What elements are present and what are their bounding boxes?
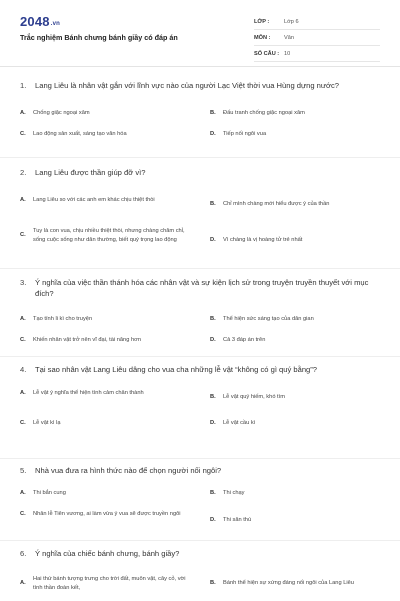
option-letter: D. <box>210 131 216 137</box>
logo-suffix: .vn <box>50 21 61 27</box>
option-text: Tuy là con vua, chịu nhiều thiệt thòi, nhưng chàng chăm chỉ, sống cuộc sống như dân thường, biết quý trọng lao động <box>33 228 185 243</box>
option-b[interactable] <box>210 579 380 588</box>
option-letter: C. <box>20 511 26 517</box>
option-letter: A. <box>20 390 26 396</box>
option-letter: C. <box>20 232 26 239</box>
option-b[interactable] <box>210 315 380 324</box>
option-d[interactable] <box>210 130 380 139</box>
question-header <box>20 167 380 178</box>
question-number: 5. <box>20 466 27 475</box>
question-header <box>20 277 380 299</box>
meta-row-subject <box>254 30 380 46</box>
divider <box>0 268 400 269</box>
question-text: Lang Liêu được thần giúp đỡ vì? <box>35 168 146 177</box>
option-text: Lang Liêu so với các anh em khác chịu thiệt thòi <box>33 197 155 203</box>
option-d[interactable] <box>210 336 380 345</box>
option-text: Thi bắn cung <box>33 490 66 496</box>
divider <box>0 157 400 158</box>
option-text: Đấu tranh chống giặc ngoại xâm <box>223 110 305 116</box>
option-text: Lễ vật cầu kì <box>223 420 256 426</box>
option-a[interactable] <box>20 575 195 592</box>
option-c[interactable] <box>20 419 195 428</box>
meta-value: Văn <box>284 34 294 41</box>
option-letter: A. <box>20 316 26 322</box>
option-a[interactable] <box>20 489 195 498</box>
meta-label: LỚP : <box>254 18 270 25</box>
question-header <box>20 465 380 476</box>
question-header <box>20 548 380 559</box>
question-text: Tại sao nhân vật Lang Liêu dâng cho vua cha những lễ vật “không có gì quý bằng”? <box>35 365 318 374</box>
question-number: 6. <box>20 549 27 558</box>
option-letter: D. <box>210 420 216 426</box>
option-d[interactable] <box>210 236 380 245</box>
option-letter: A. <box>20 110 26 116</box>
option-text: Thể hiện sức sáng tạo của dân gian <box>223 316 314 322</box>
logo-text: 2048 <box>20 14 50 29</box>
question-text: Nhà vua đưa ra hình thức nào để chọn người nối ngôi? <box>35 466 222 475</box>
option-letter: A. <box>20 580 26 587</box>
option-a[interactable] <box>20 389 185 398</box>
site-logo[interactable] <box>20 14 60 29</box>
option-text: Bánh thể hiện sự xứng đáng nối ngôi của Lang Liêu <box>223 580 354 586</box>
option-c[interactable] <box>20 336 205 345</box>
question-6 <box>20 548 380 601</box>
document-title: Trắc nghiệm Bánh chưng bánh giầy có đáp án <box>20 33 178 42</box>
option-letter: B. <box>210 490 216 496</box>
meta-row-count <box>254 46 380 62</box>
divider <box>0 356 400 357</box>
question-number: 3. <box>20 278 27 287</box>
options-list <box>20 190 380 270</box>
question-5 <box>20 465 380 533</box>
meta-label: SỐ CÂU : <box>254 50 280 57</box>
question-3 <box>20 277 380 341</box>
question-text: Ý nghĩa của chiếc bánh chưng, bánh giầy? <box>35 549 180 558</box>
question-header <box>20 80 380 91</box>
option-letter: D. <box>210 237 216 243</box>
question-4 <box>20 364 380 437</box>
option-c[interactable] <box>20 130 195 139</box>
option-letter: B. <box>210 580 216 586</box>
document-header <box>0 0 400 67</box>
question-number: 4. <box>20 365 27 374</box>
option-letter: B. <box>210 394 216 400</box>
question-header <box>20 364 380 375</box>
option-a[interactable] <box>20 109 195 118</box>
divider <box>0 458 400 459</box>
option-letter: C. <box>20 420 26 426</box>
meta-label: MÔN : <box>254 34 271 41</box>
option-text: Lễ vật kì lạ <box>33 420 61 426</box>
option-text: Lao động sản xuất, sáng tạo văn hóa <box>33 131 127 137</box>
option-letter: C. <box>20 131 26 137</box>
option-text: Tạo tính li kì cho truyện <box>33 316 93 322</box>
option-letter: A. <box>20 197 26 203</box>
option-c[interactable] <box>20 227 195 244</box>
question-text: Lang Liêu là nhân vật gắn với lĩnh vực nào của người Lạc Việt thời vua Hùng dựng nước? <box>35 81 339 90</box>
option-b[interactable] <box>210 200 380 209</box>
option-text: Lễ vật ý nghĩa thể hiện tình cảm chân thành <box>33 390 144 396</box>
divider <box>0 540 400 541</box>
option-letter: D. <box>210 337 216 343</box>
option-b[interactable] <box>210 489 380 498</box>
option-text: Chống giặc ngoại xâm <box>33 110 90 116</box>
question-text: Ý nghĩa của việc thần thánh hóa các nhân vật và sự kiện lịch sử trong truyện truyền thuyết với mục đích? <box>35 278 369 298</box>
question-2 <box>20 167 380 270</box>
option-text: Thi chạy <box>223 490 245 496</box>
option-text: Cả 3 đáp án trên <box>223 337 266 343</box>
meta-info-table <box>254 14 380 62</box>
question-number: 1. <box>20 81 27 90</box>
option-letter: C. <box>20 337 26 343</box>
meta-row-class <box>254 14 380 30</box>
meta-value: 10 <box>284 50 291 57</box>
option-letter: B. <box>210 201 216 207</box>
options-list <box>20 311 380 341</box>
options-list <box>20 103 380 137</box>
option-b[interactable] <box>210 393 380 402</box>
option-text: Thi săn thú <box>223 517 252 523</box>
option-text: Lễ vật quý hiếm, khó tìm <box>223 394 285 400</box>
question-number: 2. <box>20 168 27 177</box>
option-letter: B. <box>210 316 216 322</box>
options-list <box>20 387 380 437</box>
option-text: Chỉ mình chàng mới hiểu được ý của thần <box>223 201 330 207</box>
option-c[interactable] <box>20 510 190 519</box>
option-letter: B. <box>210 110 216 116</box>
options-list <box>20 571 380 601</box>
option-text: Vì chàng là vị hoàng tử trẻ nhất <box>223 237 303 243</box>
option-text: Khiến nhân vật trở nên vĩ đại, tài năng hơn <box>33 337 142 343</box>
meta-value: Lớp 6 <box>284 18 299 25</box>
option-text: Nhân lễ Tiên vương, ai làm vừa ý vua sẽ được truyền ngôi <box>33 511 181 517</box>
option-letter: A. <box>20 490 26 496</box>
option-text: Hai thứ bánh tượng trưng cho trời đất, muôn vật, cây cỏ, vời tình thần đoàn kết, <box>33 576 186 591</box>
option-a[interactable] <box>20 196 180 205</box>
option-letter: D. <box>210 517 216 523</box>
option-b[interactable] <box>210 109 380 118</box>
option-a[interactable] <box>20 315 195 324</box>
options-list <box>20 488 380 533</box>
option-text: Tiếp nối ngôi vua <box>223 131 267 137</box>
option-d[interactable] <box>210 419 380 428</box>
option-d[interactable] <box>210 516 380 525</box>
question-1 <box>20 80 380 137</box>
